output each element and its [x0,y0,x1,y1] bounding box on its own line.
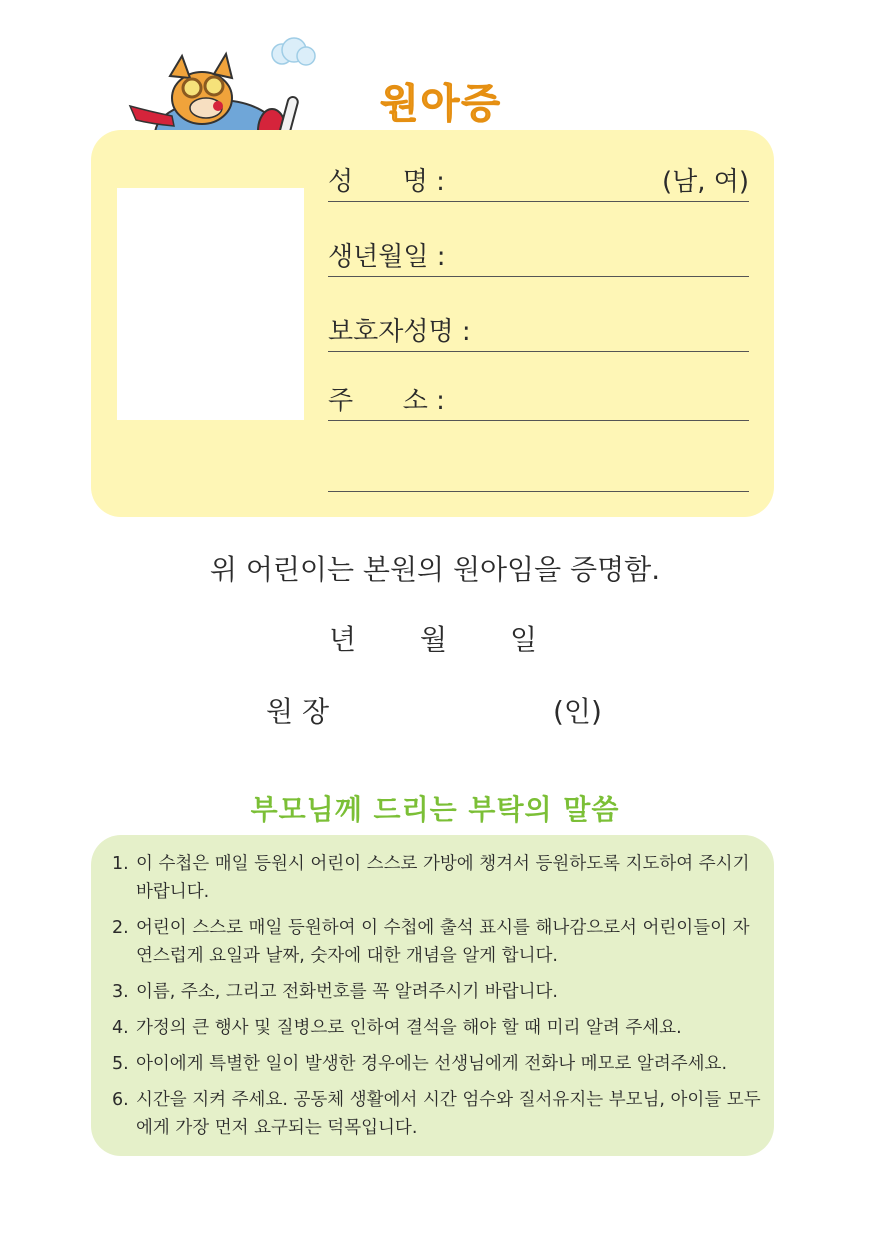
address-field-line2 [328,455,749,492]
photo-box [117,188,304,420]
date-month: 월 [420,623,448,656]
name-field [328,165,749,202]
list-item [112,1050,762,1078]
item-number: 2. [112,918,129,938]
list-item [112,978,762,1006]
list-item [112,1014,762,1042]
birthdate-field [328,240,749,277]
field-label: 생년월일 : [328,242,446,272]
item-number: 1. [112,854,129,874]
list-item [112,850,762,906]
certification-text: 위 어린이는 본원의 원아임을 증명함. [209,553,661,586]
guardian-name-field [328,315,749,352]
date-day: 일 [510,623,538,656]
item-number: 4. [112,1018,129,1038]
item-text: 가정의 큰 행사 및 질병으로 인하여 결석을 해야 할 때 미리 알려 주세요. [136,1018,682,1038]
item-text: 이름, 주소, 그리고 전화번호를 꼭 알려주시기 바랍니다. [136,982,558,1002]
field-label: 보호자성명 : [328,317,471,347]
address-field [328,384,749,421]
item-number: 6. [112,1090,129,1110]
parents-section-title: 부모님께 드리는 부탁의 말씀 [250,793,620,826]
item-text: 아이에게 특별한 일이 발생한 경우에는 선생님에게 전화나 메모로 알려주세요. [136,1054,728,1074]
field-label: 주 소 : [328,386,445,416]
gender-option: (남, 여) [661,167,749,197]
director-label: 원 장 [266,695,329,728]
field-label: 성 명 : [328,167,445,197]
notice-list [112,850,762,1150]
list-item [112,1086,762,1142]
page-title: 원아증 [380,81,502,127]
item-text: 시간을 지켜 주세요. 공동체 생활에서 시간 엄수와 질서유지는 부모님, 아이들 모두에게 가장 먼저 요구되는 덕목입니다. [136,1090,761,1138]
item-text: 이 수첩은 매일 등원시 어린이 스스로 가방에 챙겨서 등원하도록 지도하여 주시기 바랍니다. [136,854,750,902]
item-number: 3. [112,982,129,1002]
date-year: 년 [329,623,357,656]
list-item [112,914,762,970]
item-number: 5. [112,1054,129,1074]
seal-mark: (인) [553,695,602,728]
item-text: 어린이 스스로 매일 등원하여 이 수첩에 출석 표시를 해나감으로서 어린이들이 자연스럽게 요일과 날짜, 숫자에 대한 개념을 알게 합니다. [136,918,750,966]
